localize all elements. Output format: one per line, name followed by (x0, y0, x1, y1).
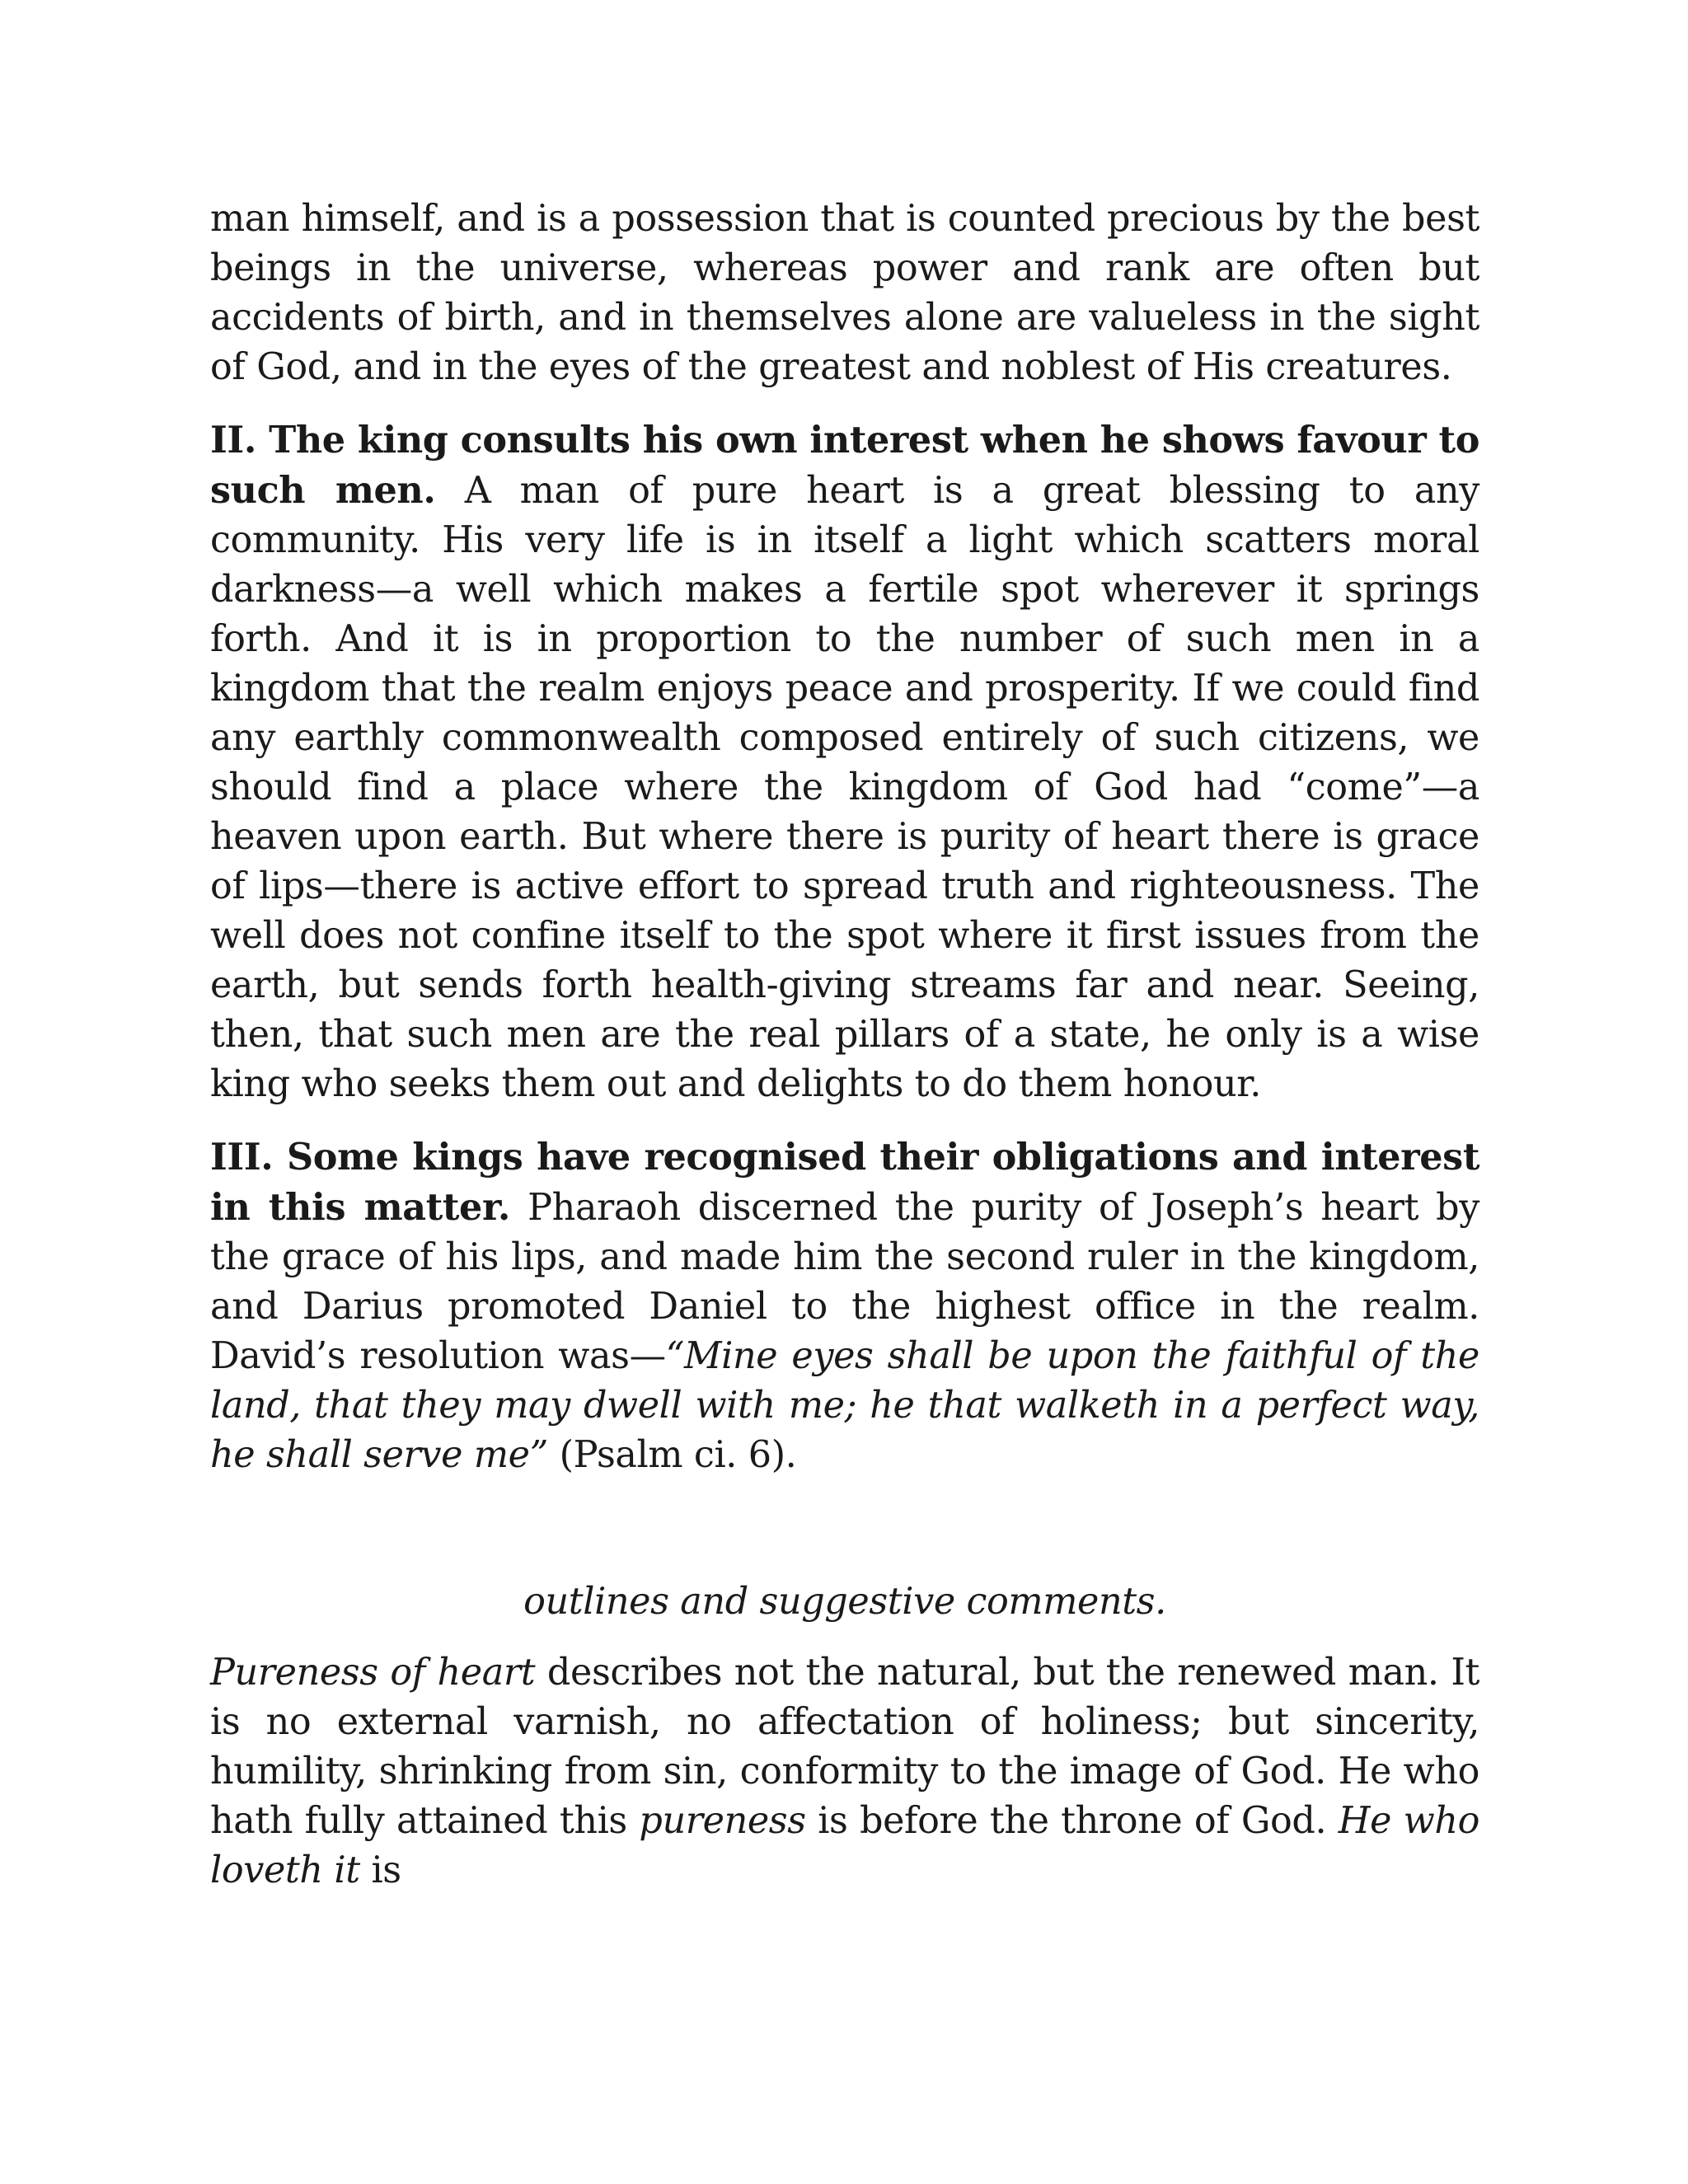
section-title: outlines and suggestive comments. (523, 1581, 1166, 1623)
paragraph-4-text-3: is (359, 1849, 401, 1891)
paragraph-1-text: man himself, and is a possession that is counted precious by the best beings in the universe, whereas power and rank are often but accidents of birth, and in themselves alone are valueless in the sight of God, and in the eyes of the greatest and noblest of His creatures. (210, 198, 1479, 388)
paragraph-4 (210, 1648, 1479, 1896)
paragraph-3 (210, 1132, 1479, 1480)
paragraph-3-quote: “Mine eyes shall be upon the faithful of the land, that they may dwell with me; he that walketh in a perfect way, he shall serve me” (210, 1335, 1479, 1476)
paragraph-3-reference: (Psalm ci. 6). (547, 1434, 797, 1476)
paragraph-3-body: Pharaoh discerned the purity of Joseph’s heart by the grace of his lips, and made him the second ruler in the kingdom, and Darius promoted Daniel to the highest office in the realm. David’s resolution was— (210, 1187, 1479, 1377)
paragraph-4-italic-1: Pureness of heart (210, 1652, 536, 1694)
paragraph-4-italic-3: He who loveth it (210, 1800, 1479, 1891)
paragraph-1 (210, 194, 1479, 392)
paragraph-2-body: A man of pure heart is a great blessing to any community. His very life is in itself a light which scatters moral darkness—a well which makes a fertile spot wherever it springs forth. And it is in proportion to the number of such men in a kingdom that the realm enjoys peace and prosperity. If we could find any earthly commonwealth composed entirely of such citizens, we should find a place where the kingdom of God had “come”—a heaven upon earth. But where there is purity of heart there is grace of lips—there is active effort to spread truth and righteousness. The well does not confine itself to the spot where it first issues from the earth, but sends forth health-giving streams far and near. Seeing, then, that such men are the real pillars of a state, he only is a wise king who seeks them out and delights to do them honour. (210, 470, 1480, 1105)
paragraph-3-heading: III. Some kings have recognised their obligations and interest in this matter. (210, 1136, 1479, 1229)
paragraph-4-text-2: is before the throne of God. (805, 1800, 1339, 1842)
document-page (210, 194, 1479, 1896)
paragraph-2 (210, 415, 1479, 1109)
paragraph-2-heading: II. The king consults his own interest when he shows favour to such men. (210, 419, 1479, 512)
paragraph-4-text-1: describes not the natural, but the renewed man. It is no external varnish, no affectation of holiness; but sincerity, humility, shrinking from sin, conformity to the image of God. He who hath fully attained this (210, 1652, 1479, 1842)
paragraph-4-italic-2: pureness (639, 1800, 806, 1842)
